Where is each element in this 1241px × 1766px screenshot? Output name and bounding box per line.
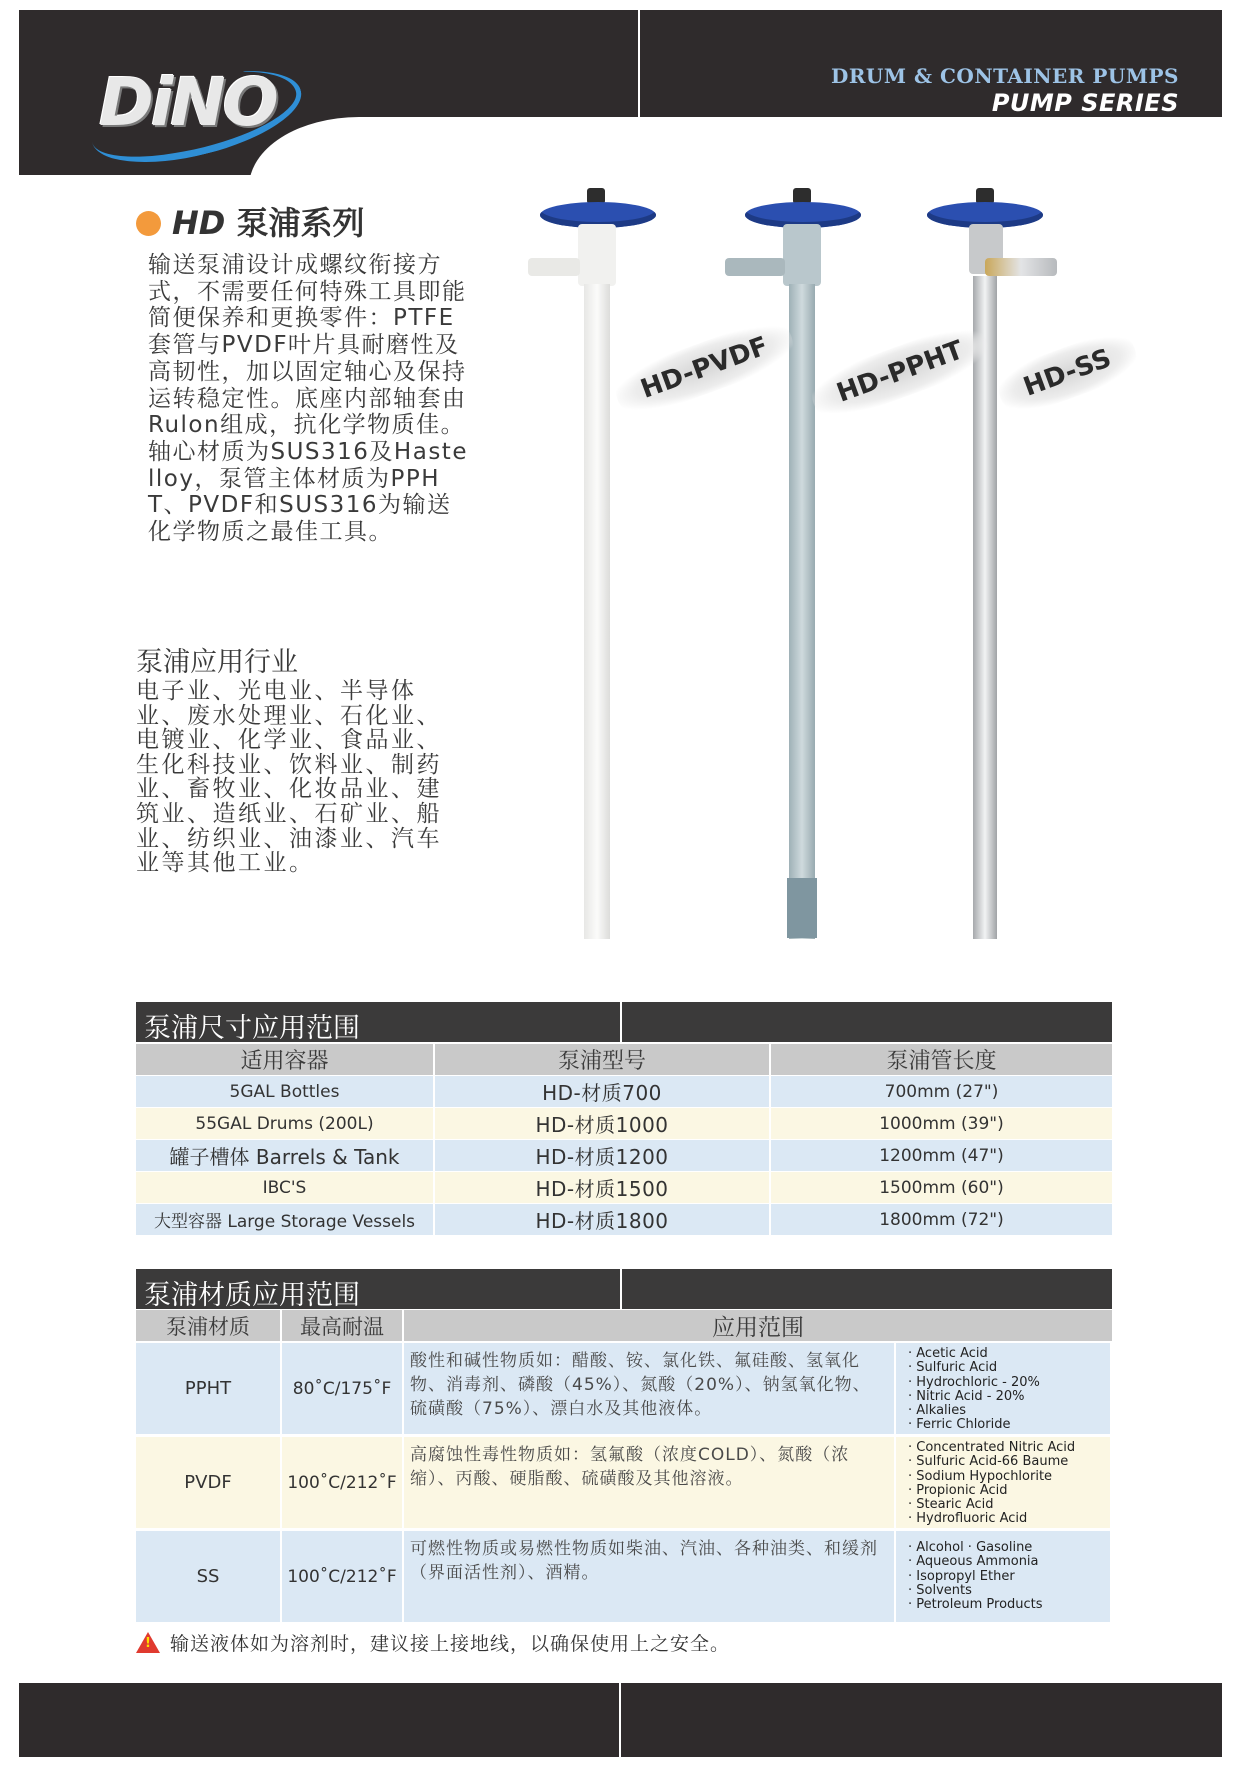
series-title	[172, 198, 365, 244]
col-header-temp: 最高耐温	[282, 1310, 402, 1341]
pump-tube	[789, 284, 815, 939]
pump-label-ss: HD-SS	[992, 325, 1143, 421]
pump-tube	[584, 284, 610, 939]
table-row	[136, 1437, 1112, 1528]
chemical-item: · Sulfuric Acid-66 Baume	[908, 1454, 1069, 1470]
pump-pvdf-image	[528, 188, 658, 948]
brand-logo	[77, 48, 307, 166]
material-table-header-row	[136, 1310, 1112, 1341]
orange-bullet-icon	[136, 211, 161, 236]
cell-model: HD-材质700	[435, 1076, 769, 1107]
brand-line-2: PUMP SERIES	[991, 89, 1179, 117]
col-header-model: 泵浦型号	[435, 1044, 769, 1075]
table-row	[136, 1343, 1112, 1434]
table-row	[136, 1204, 1112, 1235]
cell-application: 酸性和碱性物质如：醋酸、铵、氯化铁、氟硅酸、氢氧化物、消毒剂、磷酸（45%）、氮酸（20%）、钠氢氧化物、硫磺酸（75%）、漂白水及其他液体。	[404, 1343, 894, 1434]
chemical-item: · Alkalies	[908, 1403, 967, 1419]
cell-length: 1800mm (72")	[771, 1204, 1112, 1235]
pump-ss-image	[925, 188, 1065, 948]
cell-container: 55GAL Drums (200L)	[136, 1108, 433, 1139]
warning-text: 输送液体如为溶剂时，建议接上接地线，以确保使用上之安全。	[170, 1633, 731, 1655]
col-header-application: 应用范围	[404, 1310, 1112, 1341]
col-header-length: 泵浦管长度	[771, 1044, 1112, 1075]
footer-divider	[619, 1683, 621, 1757]
size-table-title-bar	[136, 1002, 1112, 1042]
chemical-item: · Stearic Acid	[908, 1497, 994, 1513]
warning-icon: !	[136, 1632, 160, 1653]
cell-length: 1000mm (39")	[771, 1108, 1112, 1139]
cell-chemicals	[896, 1531, 1110, 1622]
table-row	[136, 1108, 1112, 1139]
cell-container: 5GAL Bottles	[136, 1076, 433, 1107]
pump-ppht-image	[725, 188, 865, 948]
pump-outlet	[528, 258, 580, 276]
cell-model: HD-材质1200	[435, 1140, 769, 1171]
chemical-item: · Hydrochloric - 20%	[908, 1374, 1040, 1390]
table-row	[136, 1140, 1112, 1171]
chemical-item: · Alcohol · Gasoline	[908, 1540, 1033, 1555]
cell-length: 700mm (27")	[771, 1076, 1112, 1107]
cell-container: 大型容器 Large Storage Vessels	[136, 1204, 433, 1235]
cell-container: IBC'S	[136, 1172, 433, 1203]
material-table-title-bar	[136, 1269, 1112, 1309]
pump-label-ppht: HD-PPHT	[805, 317, 995, 427]
industries-body: 电子业、光电业、半导体业、废水处理业、石化业、电镀业、化学业、食品业、生化科技业、饮料业、制药业、畜牧业、化妆品业、建筑业、造纸业、石矿业、船业、纺织业、油漆业、汽车业等其他工业。	[136, 678, 442, 877]
cell-temp: 80˚C/175˚F	[282, 1343, 402, 1434]
cell-application: 高腐蚀性毒性物质如：氢氟酸（浓度COLD）、氮酸（浓缩）、丙酸、硬脂酸、硫磺酸及其他溶液。	[404, 1437, 894, 1528]
logo-text: DiNO	[99, 64, 276, 141]
cell-temp: 100˚C/212˚F	[282, 1531, 402, 1622]
cell-temp: 100˚C/212˚F	[282, 1437, 402, 1528]
material-table-title: 泵浦材质应用范围	[144, 1280, 360, 1309]
chemical-item: · Hydrofluoric Acid	[908, 1511, 1028, 1527]
chemical-item: · Solvents	[908, 1582, 972, 1598]
title-divider	[620, 1002, 622, 1042]
cell-model: HD-材质1800	[435, 1204, 769, 1235]
cell-application: 可燃性物质或易燃性物质如柴油、汽油、各种油类、和缓剂（界面活性剂）、酒精。	[404, 1531, 894, 1622]
cell-container: 罐子槽体 Barrels & Tank	[136, 1140, 433, 1171]
table-row	[136, 1076, 1112, 1107]
col-header-material: 泵浦材质	[136, 1310, 280, 1341]
header-wave	[249, 117, 1222, 175]
chemical-item: · Petroleum Products	[908, 1597, 1043, 1613]
chemical-item: · Concentrated Nitric Acid	[908, 1440, 1076, 1455]
table-row	[136, 1531, 1112, 1622]
cell-chemicals	[896, 1437, 1110, 1528]
cell-material: PPHT	[136, 1343, 280, 1434]
chemical-item: · Nitric Acid - 20%	[908, 1388, 1025, 1404]
cell-material: SS	[136, 1531, 280, 1622]
chemical-item: · Sulfuric Acid	[908, 1360, 998, 1376]
pump-foot	[787, 878, 817, 938]
cell-length: 1200mm (47")	[771, 1140, 1112, 1171]
chemical-item: · Acetic Acid	[908, 1346, 988, 1361]
chemical-item: · Ferric Chloride	[908, 1417, 1011, 1433]
pump-head	[578, 224, 616, 286]
cell-model: HD-材质1000	[435, 1108, 769, 1139]
page-header	[19, 10, 1222, 175]
size-table-title: 泵浦尺寸应用范围	[144, 1013, 360, 1042]
table-row	[136, 1172, 1112, 1203]
pump-tube	[973, 276, 997, 939]
size-table	[136, 1044, 1112, 1236]
pump-head	[783, 224, 821, 286]
cell-model: HD-材质1500	[435, 1172, 769, 1203]
chemical-item: · Sodium Hypochlorite	[908, 1468, 1053, 1484]
pump-outlet	[725, 258, 785, 276]
col-header-container: 适用容器	[136, 1044, 433, 1075]
chemical-item: · Aqueous Ammonia	[908, 1554, 1039, 1570]
cell-chemicals	[896, 1343, 1110, 1434]
cell-length: 1500mm (60")	[771, 1172, 1112, 1203]
series-title-prefix: HD	[172, 204, 226, 242]
industries-title: 泵浦应用行业	[136, 647, 298, 678]
brand-line-1: DRUM & CONTAINER PUMPS	[830, 64, 1179, 88]
header-divider	[638, 10, 640, 118]
size-table-header-row	[136, 1044, 1112, 1075]
title-divider	[620, 1269, 622, 1309]
chemical-item: · Isopropyl Ether	[908, 1568, 1015, 1584]
pump-outlet	[985, 258, 1057, 276]
safety-warning	[136, 1629, 730, 1656]
cell-material: PVDF	[136, 1437, 280, 1528]
chemical-item: · Propionic Acid	[908, 1482, 1008, 1498]
material-table	[136, 1310, 1112, 1625]
series-title-suffix: 泵浦系列	[225, 204, 365, 242]
pump-label-pvdf: HD-PVDF	[609, 313, 800, 423]
series-description: 输送泵浦设计成螺纹衔接方式，不需要任何特殊工具即能简便保养和更换零件：PTFE套管与PVDF叶片具耐磨性及高韧性，加以固定轴心及保持运转稳定性。底座内部轴套由Rulon组成，抗化学物质佳。轴心材质为SUS316及Hastelloy，泵管主体材质为PPHT、PVDF和SUS316为输送化学物质之最佳工具。	[148, 252, 468, 546]
